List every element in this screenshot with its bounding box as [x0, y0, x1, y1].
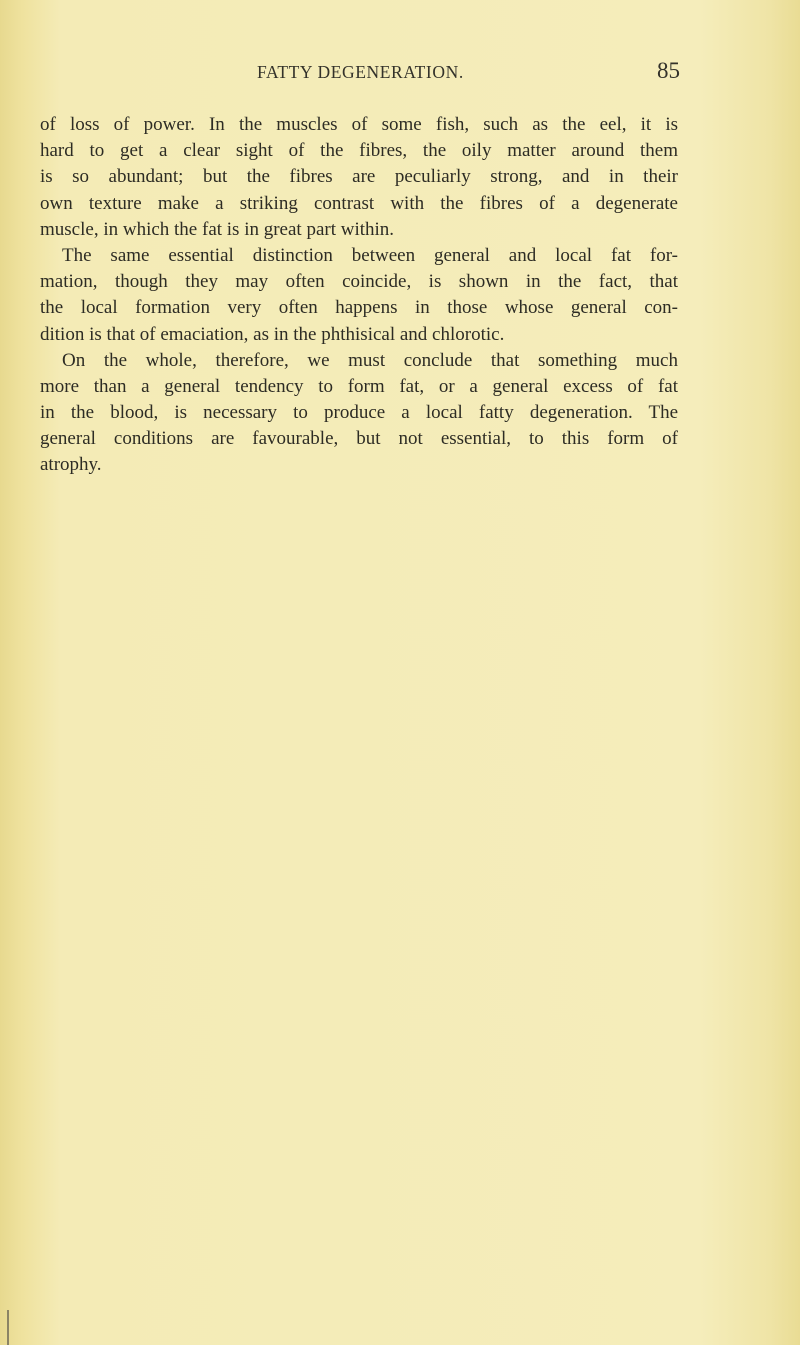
text-line: in the blood, is necessary to produce a local fatty degeneration. The: [40, 402, 678, 424]
text-line: own texture make a striking contrast with the fibres of a degenerate: [40, 192, 678, 214]
text-line: hard to get a clear sight of the fibres, the oily matter around them: [40, 140, 678, 162]
body-text: [40, 112, 678, 479]
text-line: atrophy.: [40, 454, 102, 476]
margin-rule: [7, 1310, 9, 1345]
text-line: is so abundant; but the fibres are peculiarly strong, and in their: [40, 166, 678, 188]
text-line: the local formation very often happens in those whose general con-: [40, 297, 678, 319]
text-line: of loss of power. In the muscles of some fish, such as the eel, it is: [40, 114, 678, 135]
running-head: [40, 58, 680, 92]
page-number: 85: [657, 58, 680, 83]
text-line: mation, though they may often coincide, is shown in the fact, that: [40, 271, 678, 293]
text-line: general conditions are favourable, but not essential, to this form of: [40, 428, 678, 450]
running-title: FATTY DEGENERATION.: [257, 62, 464, 82]
text-line: The same essential distinction between general and local fat for-: [62, 244, 678, 266]
text-line: muscle, in which the fat is in great part within.: [40, 218, 395, 240]
text-line: dition is that of emaciation, as in the phthisical and chlorotic.: [40, 323, 505, 345]
text-line: more than a general tendency to form fat, or a general excess of fat: [40, 375, 678, 397]
text-line: On the whole, therefore, we must conclude that something much: [62, 349, 678, 371]
